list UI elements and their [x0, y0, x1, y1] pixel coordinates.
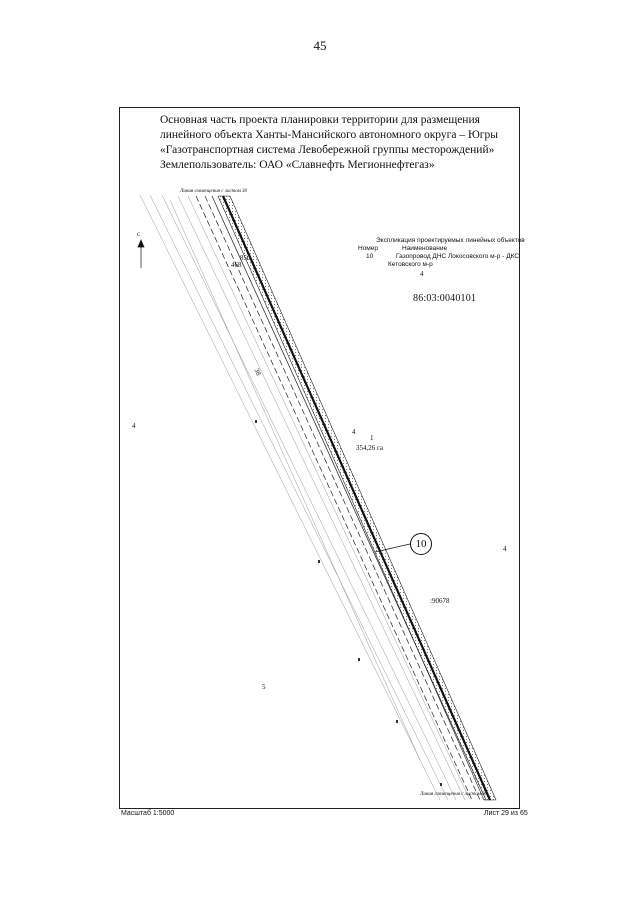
point-label-468: 468	[231, 261, 242, 269]
parcel-label-4c: 4	[352, 428, 356, 436]
explication-row	[358, 253, 552, 261]
row-name-1: Газопровод ДНС Локосовского м-р - ДКС	[396, 253, 520, 260]
background-survey-lines	[140, 195, 470, 800]
row-number: 10	[366, 253, 374, 260]
col-name: Наименование	[402, 245, 448, 252]
title-line-2: линейного объекта Ханты-Мансийского автономного округа – Югры	[160, 129, 498, 141]
compass	[137, 233, 140, 238]
page-number: 45	[313, 38, 327, 53]
area-index: 1	[370, 434, 374, 442]
north-arrow-icon	[138, 240, 144, 268]
road-dashed-lines	[196, 196, 480, 800]
point-label-850: 850	[240, 254, 251, 262]
footer-sheet: Лист 29 из 65	[484, 810, 528, 817]
compass-north: С	[137, 233, 141, 238]
explication-header: Экспликация проектируемых линейных объектов	[376, 237, 525, 244]
parcel-label-90678: :90678	[430, 597, 450, 605]
pipeline-callout: 10	[410, 533, 432, 555]
cadastral-number: 86:03:0040101	[413, 293, 477, 304]
explication-header-row	[358, 245, 552, 253]
footer-scale: Масштаб 1:5000	[121, 810, 175, 817]
explication-table	[358, 237, 552, 269]
parcel-label-4d: 4	[503, 545, 507, 553]
title-line-4: Землепользователь: ОАО «Славнефть Мегионнефтегаз»	[160, 159, 435, 171]
parcel-label-5: 5	[262, 683, 266, 691]
line-label-top: Линия совмещения с листом 30	[180, 189, 248, 194]
title-line-1: Основная часть проекта планировки территории для размещения	[160, 114, 480, 126]
title-line-3: «Газотранспортная система Левобережной группы месторождений»	[160, 144, 495, 156]
col-number: Номер	[358, 245, 379, 252]
pipeline-line	[223, 196, 490, 800]
parcel-label-4a: 4	[420, 270, 424, 278]
area-label: 354,26 га	[356, 444, 383, 452]
explication-row-cont	[358, 261, 552, 269]
road-label: 38	[252, 367, 263, 377]
parcel-label-4b: 4	[132, 422, 136, 430]
line-label-bottom: Линия совмещения с листом 30	[420, 792, 488, 797]
row-name-2: Кетовского м-р	[388, 261, 433, 268]
